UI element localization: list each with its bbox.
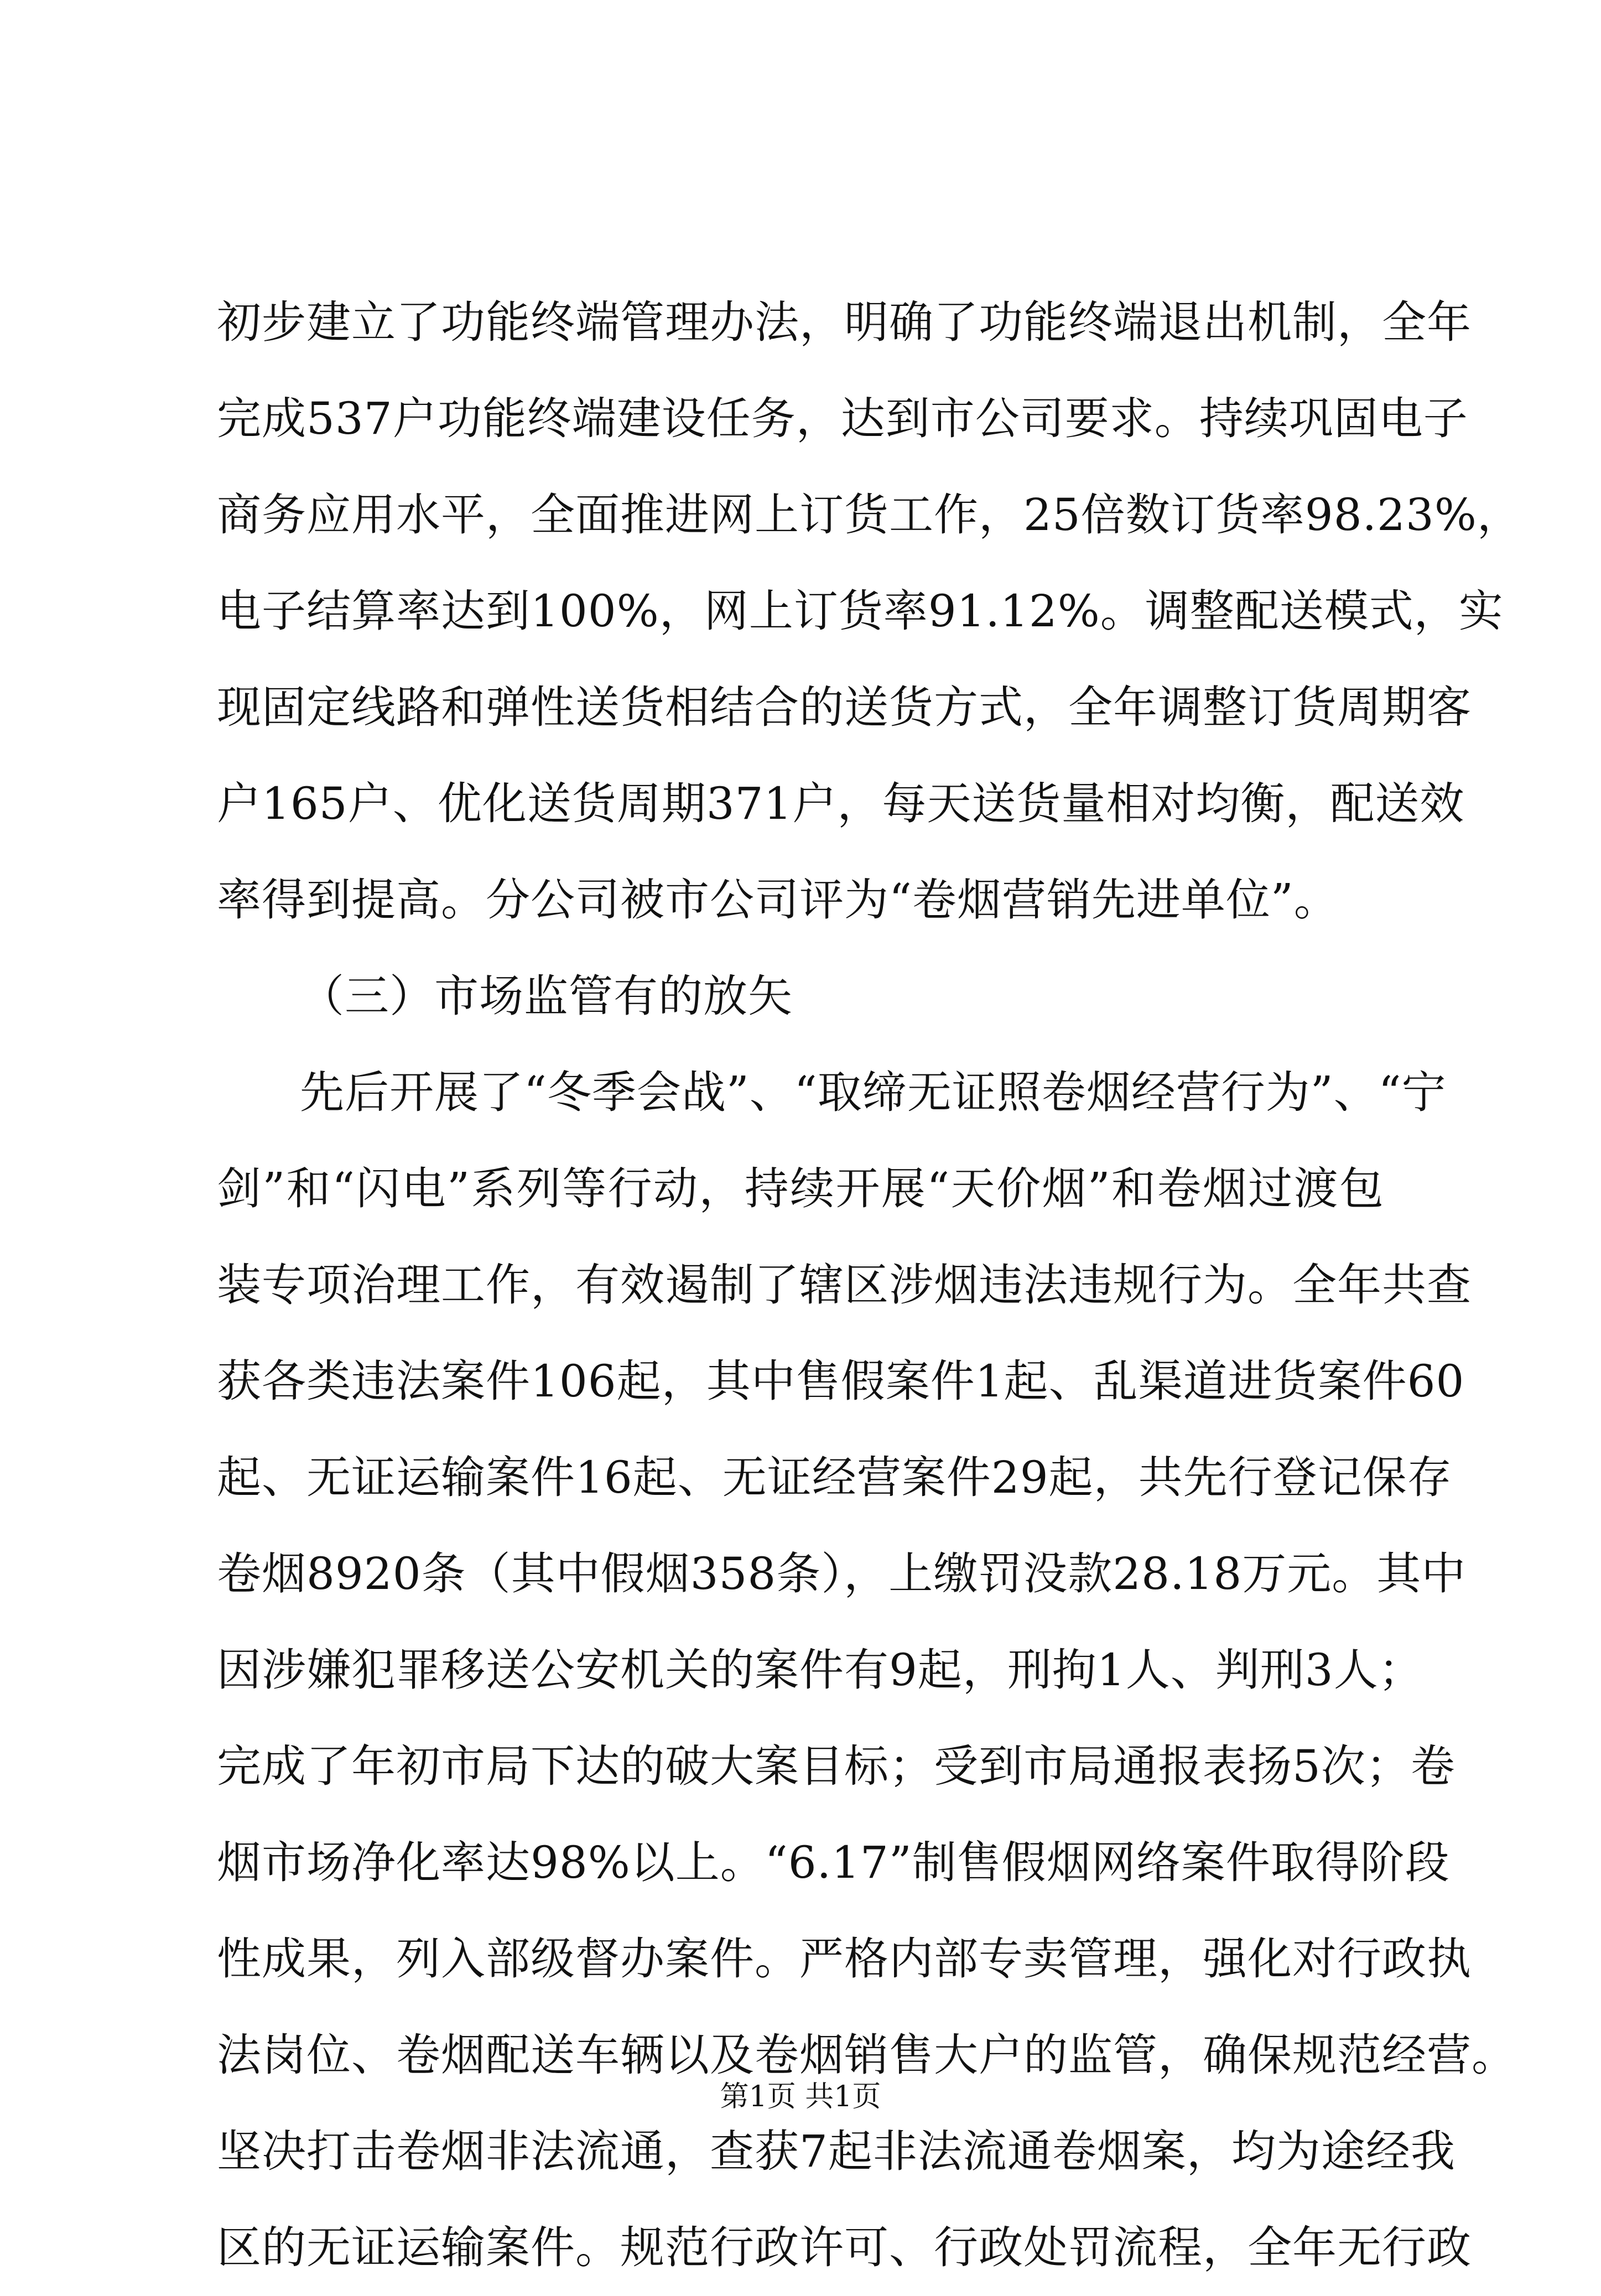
text-line-1: 初步建立了功能终端管理办法，明确了功能终端退出机制，全年 <box>217 297 1472 348</box>
text-line-16: 完成了年初市局下达的破大案目标；受到市局通报表扬5次；卷 <box>217 1741 1456 1792</box>
text-line-9: 先后开展了“冬季会战”、“取缔无证照卷烟经营行为”、“宁 <box>300 1067 1447 1118</box>
page-footer: 第1页 共1页 <box>720 2080 881 2113</box>
text-line-6: 户165户、优化送货周期371户，每天送货量相对均衡，配送效 <box>217 778 1465 829</box>
text-line-18: 性成果，列入部级督办案件。严格内部专卖管理，强化对行政执 <box>217 1933 1472 1985</box>
body-text <box>217 274 1522 2296</box>
text-line-15: 因涉嫌犯罪移送公安机关的案件有9起，刑拘1人、判刑3人； <box>217 1644 1423 1696</box>
text-line-17: 烟市场净化率达98%以上。“6.17”制售假烟网络案件取得阶段 <box>217 1837 1450 1888</box>
text-line-13: 起、无证运输案件16起、无证经营案件29起，共先行登记保存 <box>217 1452 1452 1503</box>
text-line-12: 获各类违法案件106起，其中售假案件1起、乱渠道进货案件60 <box>217 1355 1465 1407</box>
text-line-21: 区的无证运输案件。规范行政许可、行政处罚流程，全年无行政 <box>217 2222 1472 2273</box>
text-line-2: 完成537户功能终端建设任务，达到市公司要求。持续巩固电子 <box>217 393 1468 444</box>
text-line-11: 装专项治理工作，有效遏制了辖区涉烟违法违规行为。全年共查 <box>217 1259 1472 1311</box>
text-line-20: 坚决打击卷烟非法流通，查获7起非法流通卷烟案，均为途经我 <box>217 2126 1456 2177</box>
text-line-5: 现固定线路和弹性送货相结合的送货方式，全年调整订货周期客 <box>217 682 1472 733</box>
text-line-19: 法岗位、卷烟配送车辆以及卷烟销售大户的监管，确保规范经营。 <box>217 2029 1516 2081</box>
text-line-14: 卷烟8920条（其中假烟358条），上缴罚没款28.18万元。其中 <box>217 1548 1467 1599</box>
text-line-10: 剑”和“闪电”系列等行动，持续开展“天价烟”和卷烟过渡包 <box>217 1163 1384 1214</box>
text-line-3: 商务应用水平，全面推进网上订货工作，25倍数订货率98.23%， <box>217 489 1522 541</box>
text-line-7: 率得到提高。分公司被市公司评为“卷烟营销先进单位”。 <box>217 874 1339 926</box>
text-line-4: 电子结算率达到100%，网上订货率91.12%。调整配送模式，实 <box>217 585 1504 637</box>
section-heading: （三）市场监管有的放矢 <box>300 970 793 1022</box>
